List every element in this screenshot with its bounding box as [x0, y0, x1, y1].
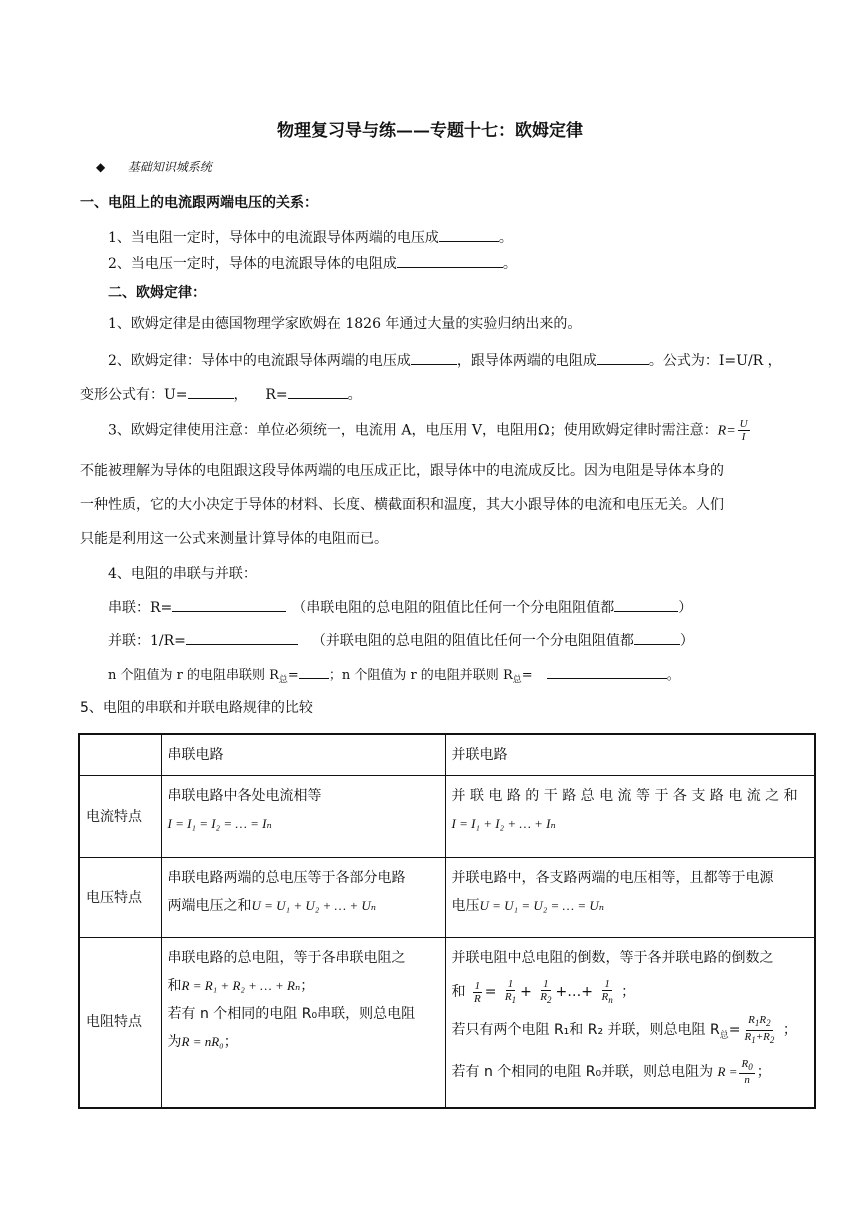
- col-header-parallel: 并联电路: [445, 734, 815, 776]
- part1-heading: 一、电阻上的电流跟两端电压的关系：: [80, 195, 318, 211]
- part2-p1: 1、欧姆定律是由德国物理学家欧姆在 1826 年通过大量的实验归纳出来的。: [108, 316, 582, 332]
- part2-p3-line4: 只能是利用这一公式来测量计算导体的电阻而已。: [80, 531, 388, 547]
- res-series-text1: 串联电路的总电阻，等于各串联电阻之: [167, 950, 406, 966]
- res-series-text2: 和: [167, 978, 182, 994]
- n-equal-fraction: $\frac{R_0}{n}$: [741, 1057, 753, 1086]
- part1-item1-text: 1、当电阻一定时，导体中的电流跟导体两端的电压成: [108, 230, 439, 246]
- p2-text-d: 变形公式有：U=: [80, 387, 188, 403]
- res-parallel-line4: [452, 1054, 809, 1090]
- reciprocal-frac-2: $\frac{1}{R_2}$: [540, 977, 552, 1006]
- voltage-parallel-formula: U = U₁ = U₂ = … = Uₙ: [479, 898, 605, 913]
- table-header-row: [79, 734, 815, 776]
- cell-resistance-parallel: [445, 938, 815, 1108]
- res-series-text4: 为: [167, 1034, 182, 1050]
- reciprocal-frac-total: $\frac{1}{R}$: [473, 979, 481, 1005]
- res-parallel-sub: 总: [719, 1030, 729, 1041]
- table-corner-cell: [79, 734, 161, 776]
- p2-text-c: 。公式为：I=U/R ，: [648, 353, 782, 369]
- res-parallel-text2: 和: [451, 984, 466, 1000]
- parallel-line: [108, 630, 694, 650]
- cell-voltage-series: [161, 858, 445, 938]
- n-sub-1: 总: [278, 675, 288, 686]
- blank-8[interactable]: [614, 597, 678, 612]
- reciprocal-frac-1: $\frac{1}{R_1}$: [504, 977, 517, 1006]
- part1-item2: [108, 253, 517, 273]
- res-parallel-eq: =: [728, 1022, 741, 1038]
- res-parallel-end: ；: [756, 1063, 771, 1080]
- blank-1[interactable]: [439, 227, 499, 242]
- res-parallel-text3: 若只有两个电阻 R₁和 R₂ 并联，则总电阻 R: [451, 1022, 720, 1038]
- part2-heading: 二、欧姆定律：: [108, 285, 206, 301]
- p3-text-a: 3、欧姆定律使用注意：单位必须统一，电流用 A，电压用 V，电阻用Ω；使用欧姆定律时需注意：: [108, 422, 718, 439]
- res-parallel-text1: 并联电阻中总电阻的倒数，等于各并联电路的倒数之: [451, 950, 774, 966]
- res-series-semicolon: ；: [300, 978, 315, 994]
- part1-item1: [108, 227, 513, 247]
- part1-item1-end: 。: [498, 230, 513, 246]
- cell-current-series: [161, 776, 445, 858]
- voltage-parallel-text2: 电压: [451, 898, 480, 914]
- res-series-text3: 若有 n 个相同的电阻 R₀串联，则总电阻: [167, 1006, 416, 1022]
- table-row: [79, 938, 815, 1108]
- p2-text-a: 2、欧姆定律：导体中的电流跟导体两端的电压成: [108, 353, 411, 369]
- parallel-text-c: ）: [679, 633, 694, 649]
- cell-current-parallel: [445, 776, 815, 858]
- n-text-d: =: [521, 668, 537, 683]
- voltage-series-line2: [168, 892, 439, 920]
- page-title: 物理复习导与练——专题十七：欧姆定律: [277, 121, 583, 141]
- blank-5[interactable]: [188, 384, 234, 399]
- series-text-b: （串联电阻的总电阻的阻值比任何一个分电阻阻值都: [292, 600, 615, 616]
- n-text-b: =: [287, 668, 299, 683]
- parallel-text-b: （并联电阻的总电阻的阻值比任何一个分电阻阻值都: [311, 633, 634, 649]
- table-row: [79, 776, 815, 858]
- part5-heading: 5、电阻的串联和并联电路规律的比较: [80, 700, 313, 716]
- parallel-text-a: 并联：1/R=: [108, 633, 186, 649]
- n-text-e: 。: [666, 668, 680, 683]
- p2-text-e: ， R=: [233, 387, 288, 403]
- n-text-a: n 个阻值为 r 的电阻串联则 R: [108, 668, 279, 683]
- voltage-parallel-line2: [452, 892, 809, 920]
- cell-voltage-parallel: [445, 858, 815, 938]
- current-series-formula: I = I₁ = I₂ = … = Iₙ: [167, 816, 272, 831]
- section-title: 基础知识城系统: [127, 160, 212, 174]
- blank-10[interactable]: [634, 630, 680, 645]
- section-header: [96, 158, 212, 175]
- part2-p2-line2: [80, 384, 362, 404]
- voltage-series-text1: 串联电路两端的总电压等于各部分电路: [167, 870, 406, 886]
- res-parallel-line2: 和 $\frac{1}{R}$ = $\frac{1}{R_1}$ + $\frac{1}{R_2}$ +…+ $\frac{1}{R_n}$ ；: [451, 977, 636, 1006]
- voltage-parallel-text1: 并联电路中，各支路两端的电压相等，且都等于电源: [451, 870, 774, 886]
- blank-2[interactable]: [397, 253, 503, 268]
- res-series-line4: [168, 1028, 439, 1056]
- ohm-formula-denominator: I: [741, 431, 746, 443]
- current-parallel-text: 并 联 电 路 的 干 路 总 电 流 等 于 各 支 路 电 流 之 和: [451, 788, 798, 804]
- blank-12[interactable]: [547, 664, 667, 679]
- res-parallel-text4: 若有 n 个相同的电阻 R₀并联，则总电阻为: [451, 1063, 714, 1080]
- voltage-series-formula: U = U₁ + U₂ + … + Uₙ: [251, 898, 377, 913]
- part2-p3-line2: 不能被理解为导体的电阻跟这段导体两端的电压成正比，跟导体中的电流成反比。因为电阻是导体本身的: [80, 463, 724, 479]
- part2-p4: 4、电阻的串联与并联：: [108, 566, 257, 582]
- p2-text-b: ，跟导体两端的电阻成: [456, 353, 597, 369]
- blank-6[interactable]: [288, 384, 348, 399]
- res-parallel-semicolon: ；: [621, 984, 636, 1000]
- row-header-current: 电流特点: [79, 776, 161, 858]
- blank-3[interactable]: [411, 350, 457, 365]
- res-series-semicolon-2: ；: [223, 1034, 238, 1050]
- two-resistor-fraction: $\frac{R_1R_2}{R_1+R_2}$: [744, 1014, 775, 1045]
- series-text-a: 串联：R=: [108, 600, 173, 616]
- col-header-series: 串联电路: [161, 734, 445, 776]
- p2-text-f: 。: [347, 387, 362, 403]
- blank-11[interactable]: [299, 664, 329, 679]
- series-text-c: ）: [678, 600, 693, 616]
- n-sub-2: 总: [512, 675, 522, 686]
- blank-7[interactable]: [172, 597, 286, 612]
- blank-4[interactable]: [597, 350, 649, 365]
- row-header-voltage: 电压特点: [79, 858, 161, 938]
- series-line: [108, 597, 692, 617]
- res-series-formula2: R = nR₀: [181, 1034, 224, 1049]
- res-series-line2: [168, 972, 439, 1000]
- n-resistor-line: [108, 664, 680, 686]
- part2-p3-line1: [108, 418, 752, 443]
- comparison-table: [78, 733, 816, 1109]
- cell-resistance-series: [161, 938, 445, 1108]
- reciprocal-frac-n: $\frac{1}{R_n}$: [601, 977, 613, 1006]
- part1-item2-text: 2、当电压一定时，导体的电流跟导体的电阻成: [108, 256, 397, 272]
- diamond-bullet-icon: ◆: [96, 160, 106, 174]
- voltage-series-text2: 两端电压之和: [167, 898, 252, 914]
- res-parallel-text3-end: ；: [782, 1022, 797, 1038]
- row-header-resistance: 电阻特点: [79, 938, 161, 1108]
- part2-p2-line1: [108, 350, 782, 370]
- ohm-formula-lhs: R=: [717, 423, 736, 439]
- current-parallel-formula: I = I₁ + I₂ + … + Iₙ: [451, 816, 556, 831]
- table-row: [79, 858, 815, 938]
- part1-item2-end: 。: [502, 256, 517, 272]
- res-parallel-line3: [452, 1012, 809, 1054]
- res-series-formula: R = R₁ + R₂ + … + Rₙ: [181, 978, 301, 993]
- ohm-formula-numerator: U: [739, 418, 748, 430]
- ohm-formula-fraction: [738, 418, 750, 443]
- n-equal-formula-lhs: R =: [717, 1063, 738, 1079]
- current-series-text: 串联电路中各处电流相等: [167, 788, 322, 804]
- part2-p3-line3: 一种性质，它的大小决定于导体的材料、长度、横截面积和温度，其大小跟导体的电流和电压无关。人们: [80, 497, 724, 513]
- n-text-c: ；n 个阻值为 r 的电阻并联则 R: [328, 668, 513, 683]
- blank-9[interactable]: [186, 630, 298, 645]
